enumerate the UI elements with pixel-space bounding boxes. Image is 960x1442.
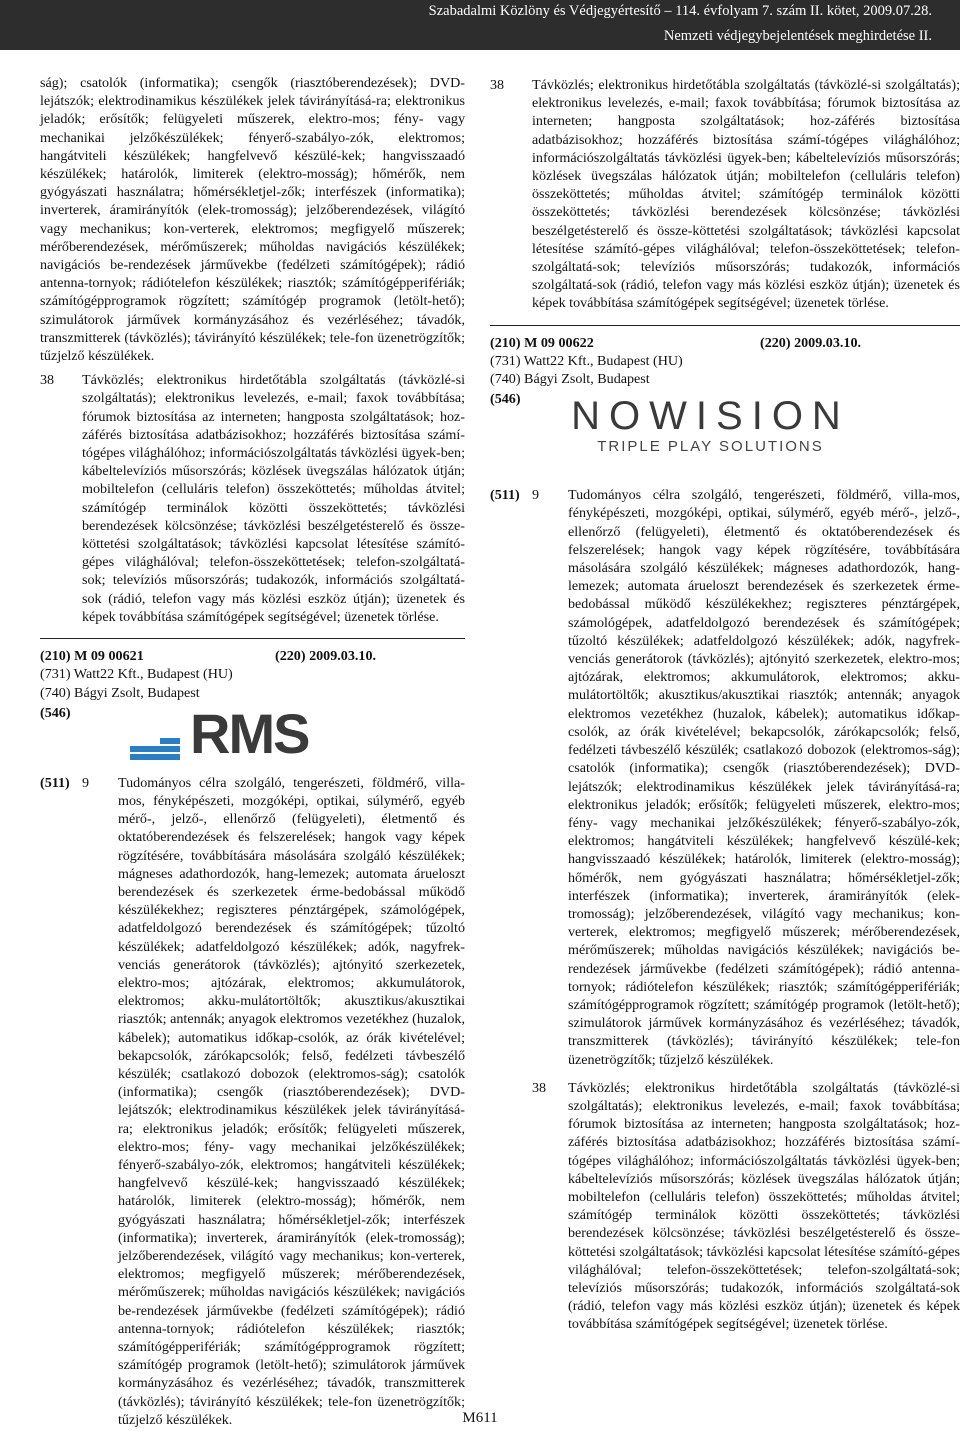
field-511-label: (511) xyxy=(40,774,70,791)
class-38-block xyxy=(490,76,960,313)
field-546-label: (546) xyxy=(490,391,521,408)
application-number: M 09 00621 xyxy=(74,648,144,665)
trademark-entry-m0900622 xyxy=(490,334,960,1334)
class-38-block xyxy=(40,371,465,626)
class-9-block xyxy=(40,774,465,1429)
applicant: (731) Watt22 Kft., Budapest (HU) xyxy=(40,666,233,683)
nowision-logo xyxy=(538,396,883,456)
class-38-block xyxy=(490,1079,960,1334)
class-code: 9 xyxy=(82,774,90,791)
page-number: M611 xyxy=(462,1410,498,1426)
class-code: 38 xyxy=(40,372,55,389)
section-title: Nemzeti védjegybejelentések meghirdetése II. xyxy=(663,28,932,44)
mark-row xyxy=(40,701,465,765)
continued-goods-text: ság); csatolók (informatika); csengők (riasztóberendezések); DVD-lejátszók; elektrodinamikus készülékek jelek távirányításá-ra; elektronikus jeladók; erősítők; felügyeleti műszerek, elektro-mos; fény- vagy mechanikai jelzőkészülékek; fényerő-szabályo-zók, elektromos; hangátviteli készülékek; hangfelvevő készülé-kek; hangvisszaadó készülékek; határolók, limiterek (elektro-mosság); hőmérők, nem gyógyászati használatra; hőmérsékletjel-zők; interfészek (informatika); inverterek, áramirányítók (elek-tromosság); jelzőberendezések, világító vagy mechanikus; kon-verterek, elektromos; megfigyelő műszerek; mérőberendezések, mérőműszerek; műholdas navigációs készülékek; navigációs be-rendezések járművekbe (fedélzeti számítógépek); rádió antenna-tornyok; rádiótelefon készülékek; riasztók; számítógépperifériák; számítógépprogramok rögzített; számítógép programok (letölt-hető); szimulátorok járművek kormányzásához és vezérléséhez; távadók, transzmitterek (távközlés); távirányító készülékek; tele-fon üzenetrögzítők; tűzjelző készülékek. xyxy=(40,75,465,365)
field-210-label: (210) xyxy=(40,648,71,665)
class-38-text: Távközlés; elektronikus hirdetőtábla szolgáltatás (távközlé-si szolgáltatás); elektronikus levelezés, e-mail; faxok továbbítása; fórumok biztosítása az interneten; hangposta szolgáltatások; hoz-záférés biztosítása adatbázisokhoz; hozzáférés biztosítása számí-tógépes világhálóhoz; információszolgáltatás távközlési ügyek-ben; kábeltelevíziós műsorszórás; közlések üvegszálas hálózatok útján; mobiltelefon (celluláris telefon) összeköttetés; műholdas átvitel; számítógép terminálok közötti összeköttetés; távközlési berendezések kölcsönzése; távközlési beszélgetésterelő és össze-köttetési szolgáltatások; távközlési kapcsolat létesítése számító-gépes világhálóval; telefon-összeköttetések; telefon-szolgáltatá-sok; televíziós műsorszórás; tudakozók, információs szolgáltatá-sok (rádió, telefon vagy más közlési eszköz útján); üzenetek és képek továbbítása számítógépek segítségével; üzenetek törlése. xyxy=(568,1079,960,1333)
entry-divider xyxy=(40,638,465,639)
entry-divider xyxy=(490,325,960,326)
nowision-logo-subtitle: TRIPLE PLAY SOLUTIONS xyxy=(597,438,824,456)
field-210-label: (210) xyxy=(490,334,521,351)
left-column xyxy=(40,74,465,1429)
class-38-text: Távközlés; elektronikus hirdetőtábla szolgáltatás (távközlé-si szolgáltatás); elektronikus levelezés, e-mail; faxok továbbítása; fórumok biztosítása az interneten; hangposta szolgáltatások; hoz-záférés biztosítása adatbázisokhoz; hozzáférés biztosítása számí-tógépes világhálóhoz; információszolgáltatás távközlési ügyek-ben; kábeltelevíziós műsorszórás; közlések üvegszálas hálózatok útján; mobiltelefon (celluláris telefon) összeköttetés; műholdas átvitel; számítógép terminálok közötti összeköttetés; távközlési berendezések kölcsönzése; távközlési beszélgetésterelő és össze-köttetési szolgáltatások; távközlési kapcsolat létesítése számító-gépes világhálóval; telefon-összeköttetések; telefon-szolgáltatá-sok; televíziós műsorszórás; tudakozók, információs szolgáltatá-sok (rádió, telefon vagy más közlési eszköz útján); üzenetek és képek továbbítása számítógépek segítségével; üzenetek törlése. xyxy=(532,77,960,312)
right-column xyxy=(490,76,960,1334)
filing-row xyxy=(40,647,465,665)
representative: (740) Bágyi Zsolt, Budapest xyxy=(490,371,650,388)
filing-date: 2009.03.10. xyxy=(309,648,377,665)
filing-date: 2009.03.10. xyxy=(794,334,862,351)
class-9-text: Tudományos célra szolgáló, tengerészeti, földmérő, villa-mos, fényképészeti, mozgóképi, optikai, súlymérő, egyéb mérő-, jelző-, ellenőrző (felügyeleti), életmentő és oktatóberendezések és felszerelések; hangok vagy képek rögzítésére, továbbítására másolására szolgáló készülékek; mágneses adathordozók, hang-lemezek; automata árueloszt berendezések és szerkezetek érme-bedobással működő készülékekhez; regiszteres pénztárgépek, számológépek, adatfeldolgozó berendezések és számítógépek; tűzoltó készülékek; adatfeldolgozó készülékek; adók, nagyfrek-venciás generátorok (távközlés); ajtónyitó szerkezetek, elektro-mos; ajtózárak, elektromos; akkumulátorok, elektromos; akku-mulátortöltők; akusztikus/akusztikai riasztók; antennák; anyagok elektromos vezetékhez (huzalok, kábelek); automatikus időkap-csolók, az órák kivételével; bekapcsolók, zárókapcsolók; felső, fedélzeti távbeszélő készülék; csatlakozó dobozok (elektromos-ság); csatolók (informatika); csengők (riasztóberendezések); DVD-lejátszók; elektrodinamikus készülékek jelek távirányításá-ra; elektronikus jeladók; erősítők; felügyeleti műszerek, elektro-mos; fény- vagy mechanikai jelzőkészülékek; fényerő-szabályo-zók, elektromos; hangátviteli készülékek; hangfelvevő készülé-kek; hangvisszaadó készülékek; határolók, limiterek (elektro-mosság); hőmérők, nem gyógyászati használatra; hőmérsékletjel-zők; interfészek (informatika); inverterek, áramirányítók (elek-tromosság); jelzőberendezések, világító vagy mechanikus; kon-verterek, elektromos; megfigyelő műszerek; mérőberendezések, mérőműszerek; műholdas navigációs készülékek; navigációs be-rendezések járművekbe (fedélzeti számítógépek); rádió antenna-tornyok; rádiótelefon készülékek; riasztók; számítógépperifériák; számítógépprogramok rögzített; számítógép programok (letölt-hető); szimulátorok járművek kormányzásához és vezérléséhez; távadók, transzmitterek (távközlés); távirányító készülékek; tele-fon üzenetrögzítők; tűzjelző készülékek. xyxy=(118,774,465,1428)
class-38-text: Távközlés; elektronikus hirdetőtábla szolgáltatás (távközlé-si szolgáltatás); elektronikus levelezés, e-mail; faxok továbbítása; fórumok biztosítása az interneten; hangposta szolgáltatások; hoz-záférés biztosítása adatbázisokhoz; hozzáférés biztosítása számí-tógépes világhálóhoz; információszolgáltatás távközlési ügyek-ben; kábeltelevíziós műsorszórás; közlések üvegszálas hálózatok útján; mobiltelefon (celluláris telefon) összeköttetés; műholdas átvitel; számítógép terminálok közötti összeköttetés; távközlési berendezések kölcsönzése; távközlési beszélgetésterelő és össze-köttetési szolgáltatások; távközlési kapcsolat létesítése számító-gépes világhálóval; telefon-összeköttetések; telefon-szolgáltatá-sok; televíziós műsorszórás; tudakozók, információs szolgáltatá-sok (rádió, telefon vagy más közlési eszköz útján); üzenetek és képek továbbítása számítógépek segítségével; üzenetek törlése. xyxy=(82,372,465,625)
field-220-label: (220) xyxy=(275,648,306,665)
class-9-block xyxy=(490,486,960,1069)
class-9-text: Tudományos célra szolgáló, tengerészeti, földmérő, villa-mos, fényképészeti, mozgóképi, optikai, súlymérő, egyéb mérő-, jelző-, ellenőrző (felügyeleti), életmentő és oktatóberendezések és felszerelések; hangok vagy képek rögzítésére, továbbítására másolására szolgáló készülékek; mágneses adathordozók, hang-lemezek; automata árueloszt berendezések és szerkezetek érme-bedobással működő készülékekhez; regiszteres pénztárgépek, számológépek, adatfeldolgozó berendezések és számítógépek; tűzoltó készülékek; adatfeldolgozó készülékek; adók, nagyfrek-venciás generátorok (távközlés); ajtónyitó szerkezetek, elektro-mos; ajtózárak, elektromos; akkumulátorok, elektromos; akku-mulátortöltők; akusztikus/akusztikai riasztók; antennák; anyagok elektromos vezetékhez (huzalok, kábelek); automatikus időkap-csolók, az órák kivételével; bekapcsolók, zárókapcsolók; felső, fedélzeti távbeszélő készülék; csatlakozó dobozok (elektromos-ság); csatolók (informatika); csengők (riasztóberendezések); DVD-lejátszók; elektrodinamikus készülékek jelek távirányításá-ra; elektronikus jeladók; erősítők; felügyeleti műszerek, elektro-mos; fény- vagy mechanikai jelzőkészülékek; fényerő-szabályo-zók, elektromos; hangátviteli készülékek; hangfelvevő készülé-kek; hangvisszaadó készülékek; határolók, limiterek (elektro-mosság); hőmérők, nem gyógyászati használatra; hőmérsékletjel-zők; interfészek (informatika); inverterek, áramirányítók (elek-tromosság); jelzőberendezések, világító vagy mechanikus; kon-verterek, elektromos; megfigyelő műszerek; mérőberendezések, mérőműszerek; műholdas navigációs készülékek; navigációs be-rendezések járművekbe (fedélzeti számítógépek); rádió antenna-tornyok; rádiótelefon készülékek; riasztók; számítógépperifériák; számítógépprogramok rögzített; számítógép programok (letölt-hető); szimulátorok járművek kormányzásához és vezérléséhez; távadók, transzmitterek (távközlés); távirányító készülékek; tele-fon üzenetrögzítők; tűzjelző készülékek. xyxy=(568,487,960,1068)
class-code: 38 xyxy=(490,77,505,93)
representative: (740) Bágyi Zsolt, Budapest xyxy=(40,684,200,701)
rms-logo-text: RMS xyxy=(190,701,309,765)
nowision-logo-text: NOWISION xyxy=(571,394,850,439)
applicant: (731) Watt22 Kft., Budapest (HU) xyxy=(490,352,683,369)
application-number: M 09 00622 xyxy=(524,334,594,351)
field-511-label: (511) xyxy=(490,487,520,504)
class-code: 38 xyxy=(532,1079,547,1096)
page-header xyxy=(0,0,960,50)
mark-row xyxy=(490,390,960,456)
journal-title: Szabadalmi Közlöny és Védjegyértesítő – 114. évfolyam 7. szám II. kötet, 2009.07.28. xyxy=(428,3,932,19)
field-220-label: (220) xyxy=(760,334,791,351)
field-546-label: (546) xyxy=(40,704,71,721)
trademark-entry-m0900621 xyxy=(40,647,465,1429)
rms-logo xyxy=(130,701,345,765)
filing-row xyxy=(490,334,960,352)
class-code: 9 xyxy=(532,487,540,504)
